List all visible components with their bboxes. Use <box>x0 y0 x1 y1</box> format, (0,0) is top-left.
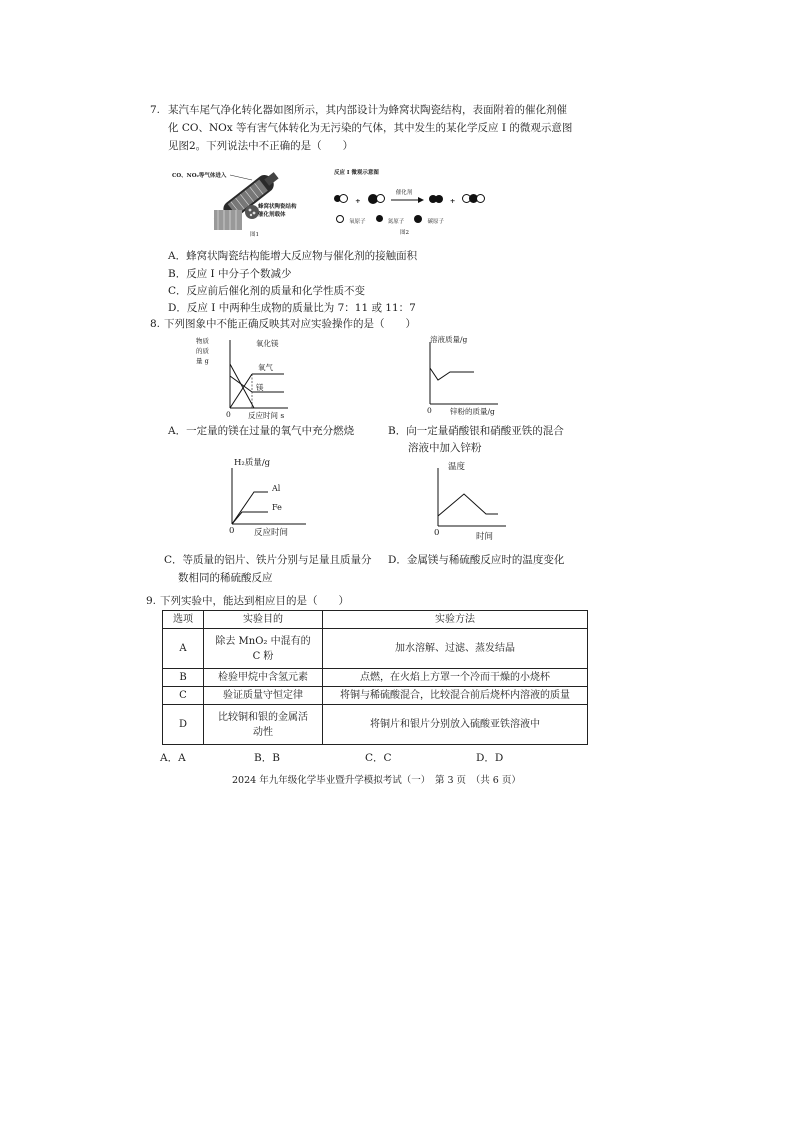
fig1-inlet-label: CO、NO₂等气体进入 <box>172 173 227 179</box>
q8-option-d: D．金属镁与稀硫酸反应时的温度变化 <box>388 554 565 566</box>
graph-c-fe-label: Fe <box>272 503 282 512</box>
graph-a-origin: 0 <box>226 410 231 419</box>
graph-b-y-label: 溶液质量/g <box>430 335 468 344</box>
page-footer: 2024 年九年级化学毕业暨升学模拟考试（一） 第 3 页 （共 6 页） <box>232 775 521 786</box>
graph-a-y-label-1: 物质 <box>196 337 209 345</box>
q7-stem-line2: 化 CO、NOx 等有害气体转化为无污染的气体，其中发生的某化学反应 I 的微观示意图 <box>168 122 573 134</box>
row-d-option: D <box>163 705 204 745</box>
graph-b-x-label: 锌粉的质量/g <box>450 407 495 416</box>
graph-c-al-label: Al <box>272 484 281 493</box>
series-mg-line <box>230 364 254 408</box>
q7-stem-line1: 某汽车尾气净化转化器如图所示，其内部设计为蜂窝状陶瓷结构，表面附着的催化剂催 <box>168 104 567 116</box>
q8-stem: 下列图象中不能正确反映其对应实验操作的是（ ） <box>164 318 416 330</box>
solution-mass-curve <box>430 368 474 380</box>
graph-a <box>196 334 300 420</box>
row-a-method: 加水溶解、过滤、蒸发结晶 <box>323 629 588 669</box>
product-2-oxygen-atom-b <box>476 194 485 203</box>
fig2-reaction-equation <box>334 188 485 205</box>
table-row <box>163 629 588 669</box>
row-b-option: B <box>163 669 204 687</box>
row-b-method: 点燃，在火焰上方罩一个冷而干燥的小烧杯 <box>323 669 588 687</box>
legend-oxygen-icon <box>336 215 344 223</box>
legend-nitrogen-label: 氮原子 <box>387 219 405 225</box>
fe-curve <box>232 512 268 524</box>
product-1-nitrogen-atom-b <box>435 195 443 203</box>
q8-option-c-line1: C．等质量的铝片、铁片分别与足量且质量分 <box>164 554 372 566</box>
q9-answer-c: C．C <box>365 752 392 764</box>
q8-option-b-line2: 溶液中加入锌粉 <box>408 442 482 454</box>
q9-answer-a: A．A <box>160 752 186 764</box>
figure-1 <box>172 166 300 238</box>
q7-number: 7. <box>150 104 161 116</box>
temperature-curve <box>438 494 498 516</box>
graph-c-y-label: H₂质量/g <box>234 458 271 468</box>
legend-nitrogen-icon <box>376 215 383 222</box>
q8-option-c-line2: 数相同的稀硫酸反应 <box>178 572 273 584</box>
fig2-caption: 图2 <box>400 230 409 236</box>
legend-oxygen-label: 氧原子 <box>349 219 366 225</box>
plus-sign-2: + <box>449 197 456 205</box>
row-c-purpose: 验证质量守恒定律 <box>204 687 323 705</box>
reactant-1-oxygen-atom <box>339 194 348 203</box>
q9-stem: 下列实验中，能达到相应目的是（ ） <box>160 595 349 607</box>
legend-carbon-label: 碳原子 <box>427 219 445 225</box>
row-b-purpose: 检验甲烷中含氢元素 <box>204 669 323 687</box>
arrow-icon <box>390 197 424 203</box>
graph-a-series-mgo-label: 氧化镁 <box>256 339 279 348</box>
graph-d-plot <box>430 460 520 544</box>
q9-answer-d: D．D <box>476 752 504 764</box>
fig1-caption: 图1 <box>250 232 259 238</box>
fig2-legend <box>336 208 444 227</box>
graph-a-series-o2-label: 氧气 <box>258 363 273 372</box>
row-a-purpose-line2: C 粉 <box>252 650 274 662</box>
graph-a-series-mg-label: 镁 <box>256 383 264 392</box>
q7-option-c: C．反应前后催化剂的质量和化学性质不变 <box>168 285 366 297</box>
row-c-option: C <box>163 687 204 705</box>
graph-a-y-label-3: 量 g <box>196 357 209 365</box>
fig1-catalyst-label: 催化剂载体 <box>258 212 286 218</box>
table-row <box>163 705 588 745</box>
row-d-purpose <box>204 705 323 745</box>
header-option: 选项 <box>163 611 204 629</box>
row-a-purpose-line1: 除去 MnO₂ 中混有的 <box>215 635 311 647</box>
q7-option-a: A．蜂窝状陶瓷结构能增大反应物与催化剂的接触面积 <box>168 250 418 262</box>
graph-a-x-label: 反应时间 s <box>248 411 285 420</box>
q7-stem-line3: 见图2。下列说法中不正确的是（ ） <box>168 140 354 152</box>
q7-option-b: B．反应 I 中分子个数减少 <box>168 268 292 280</box>
graph-d-origin: 0 <box>434 528 440 538</box>
graph-b-origin: 0 <box>427 406 432 415</box>
graph-b <box>424 334 514 420</box>
reactant-2-oxygen-atom <box>376 194 385 203</box>
fig2-title: 反应 I 微观示意图 <box>334 170 379 176</box>
table-header-row <box>163 611 588 629</box>
plus-sign: + <box>355 197 361 205</box>
table-row <box>163 669 588 687</box>
graph-d <box>430 460 520 544</box>
series-mgo-line <box>230 374 252 408</box>
row-d-method: 将铜片和银片分别放入硫酸亚铁溶液中 <box>323 705 588 745</box>
graph-d-y-label: 温度 <box>448 462 466 472</box>
graph-c <box>226 456 326 540</box>
table-row <box>163 687 588 705</box>
legend-carbon-icon <box>414 215 422 223</box>
header-method: 实验方法 <box>323 611 588 629</box>
graph-a-plot <box>196 334 300 420</box>
figure-2 <box>332 166 482 238</box>
al-curve <box>232 492 268 524</box>
graph-c-x-label: 反应时间 <box>254 528 289 538</box>
graph-a-y-label-2: 的质 <box>196 347 209 355</box>
fig1-honeycomb-label: 蜂窝状陶瓷结构 <box>258 204 297 210</box>
graph-c-origin: 0 <box>229 526 235 536</box>
q8-number: 8. <box>150 318 161 330</box>
experiment-table <box>162 610 588 745</box>
q8-option-a: A．一定量的镁在过量的氧气中充分燃烧 <box>168 425 355 437</box>
row-d-purpose-line1: 比较铜和银的金属活 <box>218 711 308 723</box>
row-a-purpose <box>204 629 323 669</box>
row-d-purpose-line2: 动性 <box>253 726 273 738</box>
q7-option-d: D．反应 I 中两种生成物的质量比为 7：11 或 11：7 <box>168 302 416 314</box>
q9-number: 9. <box>146 595 157 607</box>
header-purpose: 实验目的 <box>204 611 323 629</box>
q9-answer-b: B．B <box>254 752 280 764</box>
row-c-method: 将铜与稀硫酸混合，比较混合前后烧杯内溶液的质量 <box>323 687 588 705</box>
graph-d-x-label: 时间 <box>476 532 494 542</box>
catalyst-label: 催化剂 <box>395 189 413 196</box>
q8-option-b-line1: B．向一定量硝酸银和硝酸亚铁的混合 <box>388 425 564 437</box>
reaction-arrow <box>390 189 424 204</box>
row-a-option: A <box>163 629 204 669</box>
